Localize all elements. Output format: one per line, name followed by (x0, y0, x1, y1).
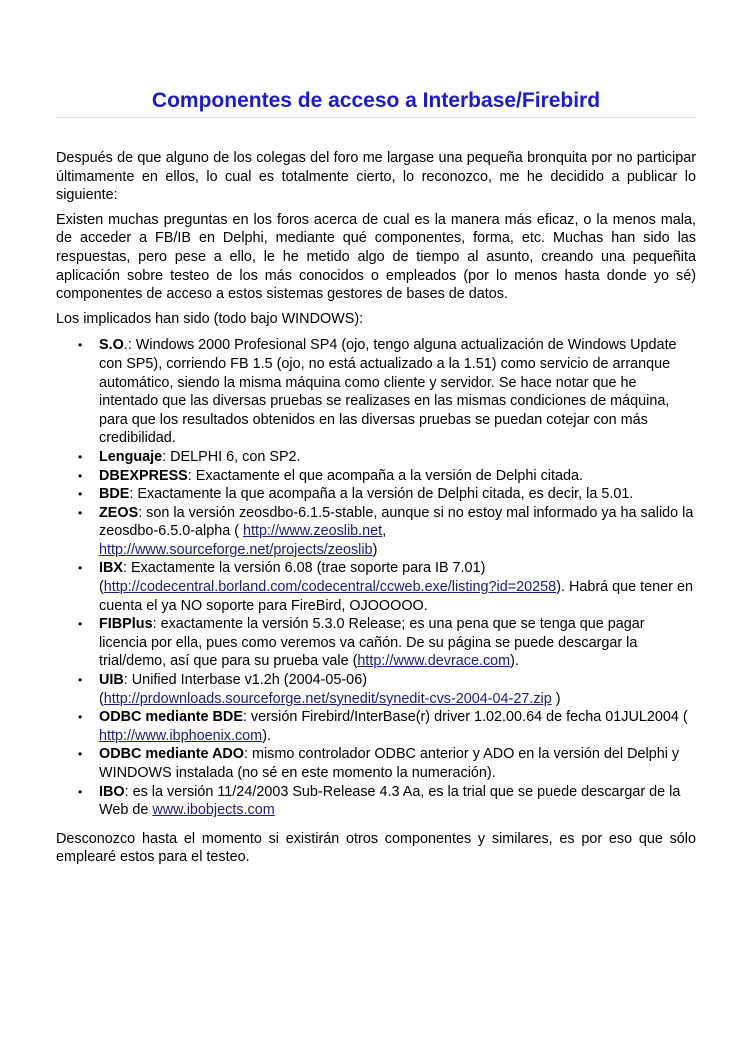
item-term: ODBC mediante ADO (99, 746, 244, 763)
bullet-icon: • (78, 673, 83, 688)
item-text: : exactamente la versión 5.3.0 Release; es una pena que se tenga que pagar licencia por ella, pues como veremos va cañón. De su página se puede descargar la trial/demo, así que para su prueba vale ( (99, 616, 645, 670)
item-term: IBO (99, 783, 125, 800)
item-text: : Exactamente el que acompaña a la versión de Delphi citada. (187, 467, 583, 484)
list-item-uib (78, 671, 696, 708)
item-text: : DELPHI 6, con SP2. (162, 448, 301, 465)
bullet-icon: • (78, 710, 83, 725)
list-item-odbc-ado (78, 745, 696, 782)
list-item-so (78, 336, 696, 448)
item-text: ) (372, 541, 378, 558)
item-term: UIB (99, 672, 124, 689)
sourceforge-zeoslib-link[interactable]: http://www.sourceforge.net/projects/zeoslib (99, 541, 373, 558)
bullet-icon: • (78, 784, 83, 799)
zeoslib-link[interactable]: http://www.zeoslib.net (243, 523, 383, 540)
list-item-fibplus (78, 615, 696, 671)
list-item-dbexpress (78, 467, 696, 486)
item-text: .: Windows 2000 Profesional SP4 (ojo, tengo alguna actualización de Windows Update con SP5), corriendo FB 1.5 (ojo, no está actualizado a la 1.51) como servicio de arranque automático, siendo la misma máquina como cliente y servidor. Se hace notar que he intentado que las diversas pruebas se realizases en las mismas condiciones de máquina, para que los resultados obtenidos en las diversas pruebas se puedan cotejar con más credibilidad. (99, 337, 677, 447)
item-term: ZEOS (99, 504, 139, 521)
page-title: Componentes de acceso a Interbase/Firebird (151, 89, 601, 112)
item-term: ODBC mediante BDE (99, 709, 243, 726)
item-text: : Exactamente la versión 6.08 (trae soporte para IB 7.01) ( (99, 560, 486, 596)
bullet-icon: • (78, 449, 83, 464)
item-text: , (382, 523, 387, 540)
list-item-ibx (78, 559, 696, 615)
bullet-icon: • (78, 487, 83, 502)
item-term: IBX (99, 560, 123, 577)
codecentral-link[interactable]: http://codecentral.borland.com/codecentral/ccweb.exe/listing?id=20258 (103, 579, 557, 596)
item-text: : Exactamente la que acompaña a la versión de Delphi citada, es decir, la 5.01. (129, 486, 634, 503)
list-item-odbc-bde (78, 708, 696, 745)
item-text: ). (262, 727, 271, 744)
bullet-icon: • (78, 561, 83, 576)
closing-paragraph: Desconozco hasta el momento si existirán otros componentes y similares, es por eso que sólo emplearé estos para el testeo. (56, 830, 696, 866)
list-item-lenguaje (78, 448, 696, 467)
item-term: Lenguaje (99, 448, 163, 465)
item-text: ) (551, 690, 561, 707)
ibphoenix-link[interactable]: http://www.ibphoenix.com (99, 727, 263, 744)
title-divider (56, 117, 696, 118)
item-text: : versión Firebird/InterBase(r) driver 1.02.00.64 de fecha 01JUL2004 ( (242, 709, 688, 726)
item-text: : son la versión zeosdbo-6.1.5-stable, aunque si no estoy mal informado ya ha salido la zeosdbo-6.5.0-alpha ( (99, 504, 694, 540)
item-text: ). (510, 653, 519, 670)
bullet-icon: • (78, 747, 83, 762)
item-text: ). Habrá que tener en cuenta el ya NO soporte para FireBird, OJOOOOO. (99, 579, 693, 614)
intro-paragraph: Después de que alguno de los colegas del foro me largase una pequeña bronquita por no participar últimamente en ellos, lo cual es totalmente cierto, lo reconozco, me he decidido a publicar lo siguiente: (56, 150, 696, 204)
components-list (56, 336, 696, 819)
synedit-download-link[interactable]: http://prdownloads.sourceforge.net/synedit/synedit-cvs-2004-04-27.zip (103, 690, 552, 707)
item-term: DBEXPRESS (99, 467, 188, 484)
ibobjects-link[interactable]: www.ibobjects.com (152, 802, 275, 819)
item-term: FIBPlus (99, 616, 153, 633)
item-term: BDE (99, 486, 130, 503)
item-term: S.O (99, 337, 124, 354)
list-item-zeos (78, 504, 696, 560)
bullet-icon: • (78, 505, 83, 520)
item-text: : mismo controlador ODBC anterior y ADO en la versión del Delphi y WINDOWS instalada (no sé en este momento la numeración). (99, 746, 680, 781)
devrace-link[interactable]: http://www.devrace.com (357, 653, 511, 670)
list-item-bde (78, 485, 696, 504)
list-intro-paragraph: Los implicados han sido (todo bajo WINDOWS): (56, 310, 364, 327)
context-paragraph: Existen muchas preguntas en los foros acerca de cual es la manera más eficaz, o la menos mala, de acceder a FB/IB en Delphi, mediante qué componentes, forma, etc. Muchas han sido las respuestas, pero pese a ello, le he metido algo de tiempo al asunto, creando una pequeñita aplicación sobre testeo de los más conocidos o empleados (por lo menos hasta donde yo sé) componentes de acceso a estos sistemas gestores de bases de datos. (56, 211, 696, 303)
item-text: : Unified Interbase v1.2h (2004-05-06) ( (99, 672, 367, 707)
item-text: : es la versión 11/24/2003 Sub-Release 4.3 Aa, es la trial que se puede descargar de la Web de (99, 783, 681, 819)
bullet-icon: • (78, 468, 83, 483)
bullet-icon: • (78, 338, 83, 353)
list-item-ibo (78, 783, 696, 820)
bullet-icon: • (78, 617, 83, 632)
